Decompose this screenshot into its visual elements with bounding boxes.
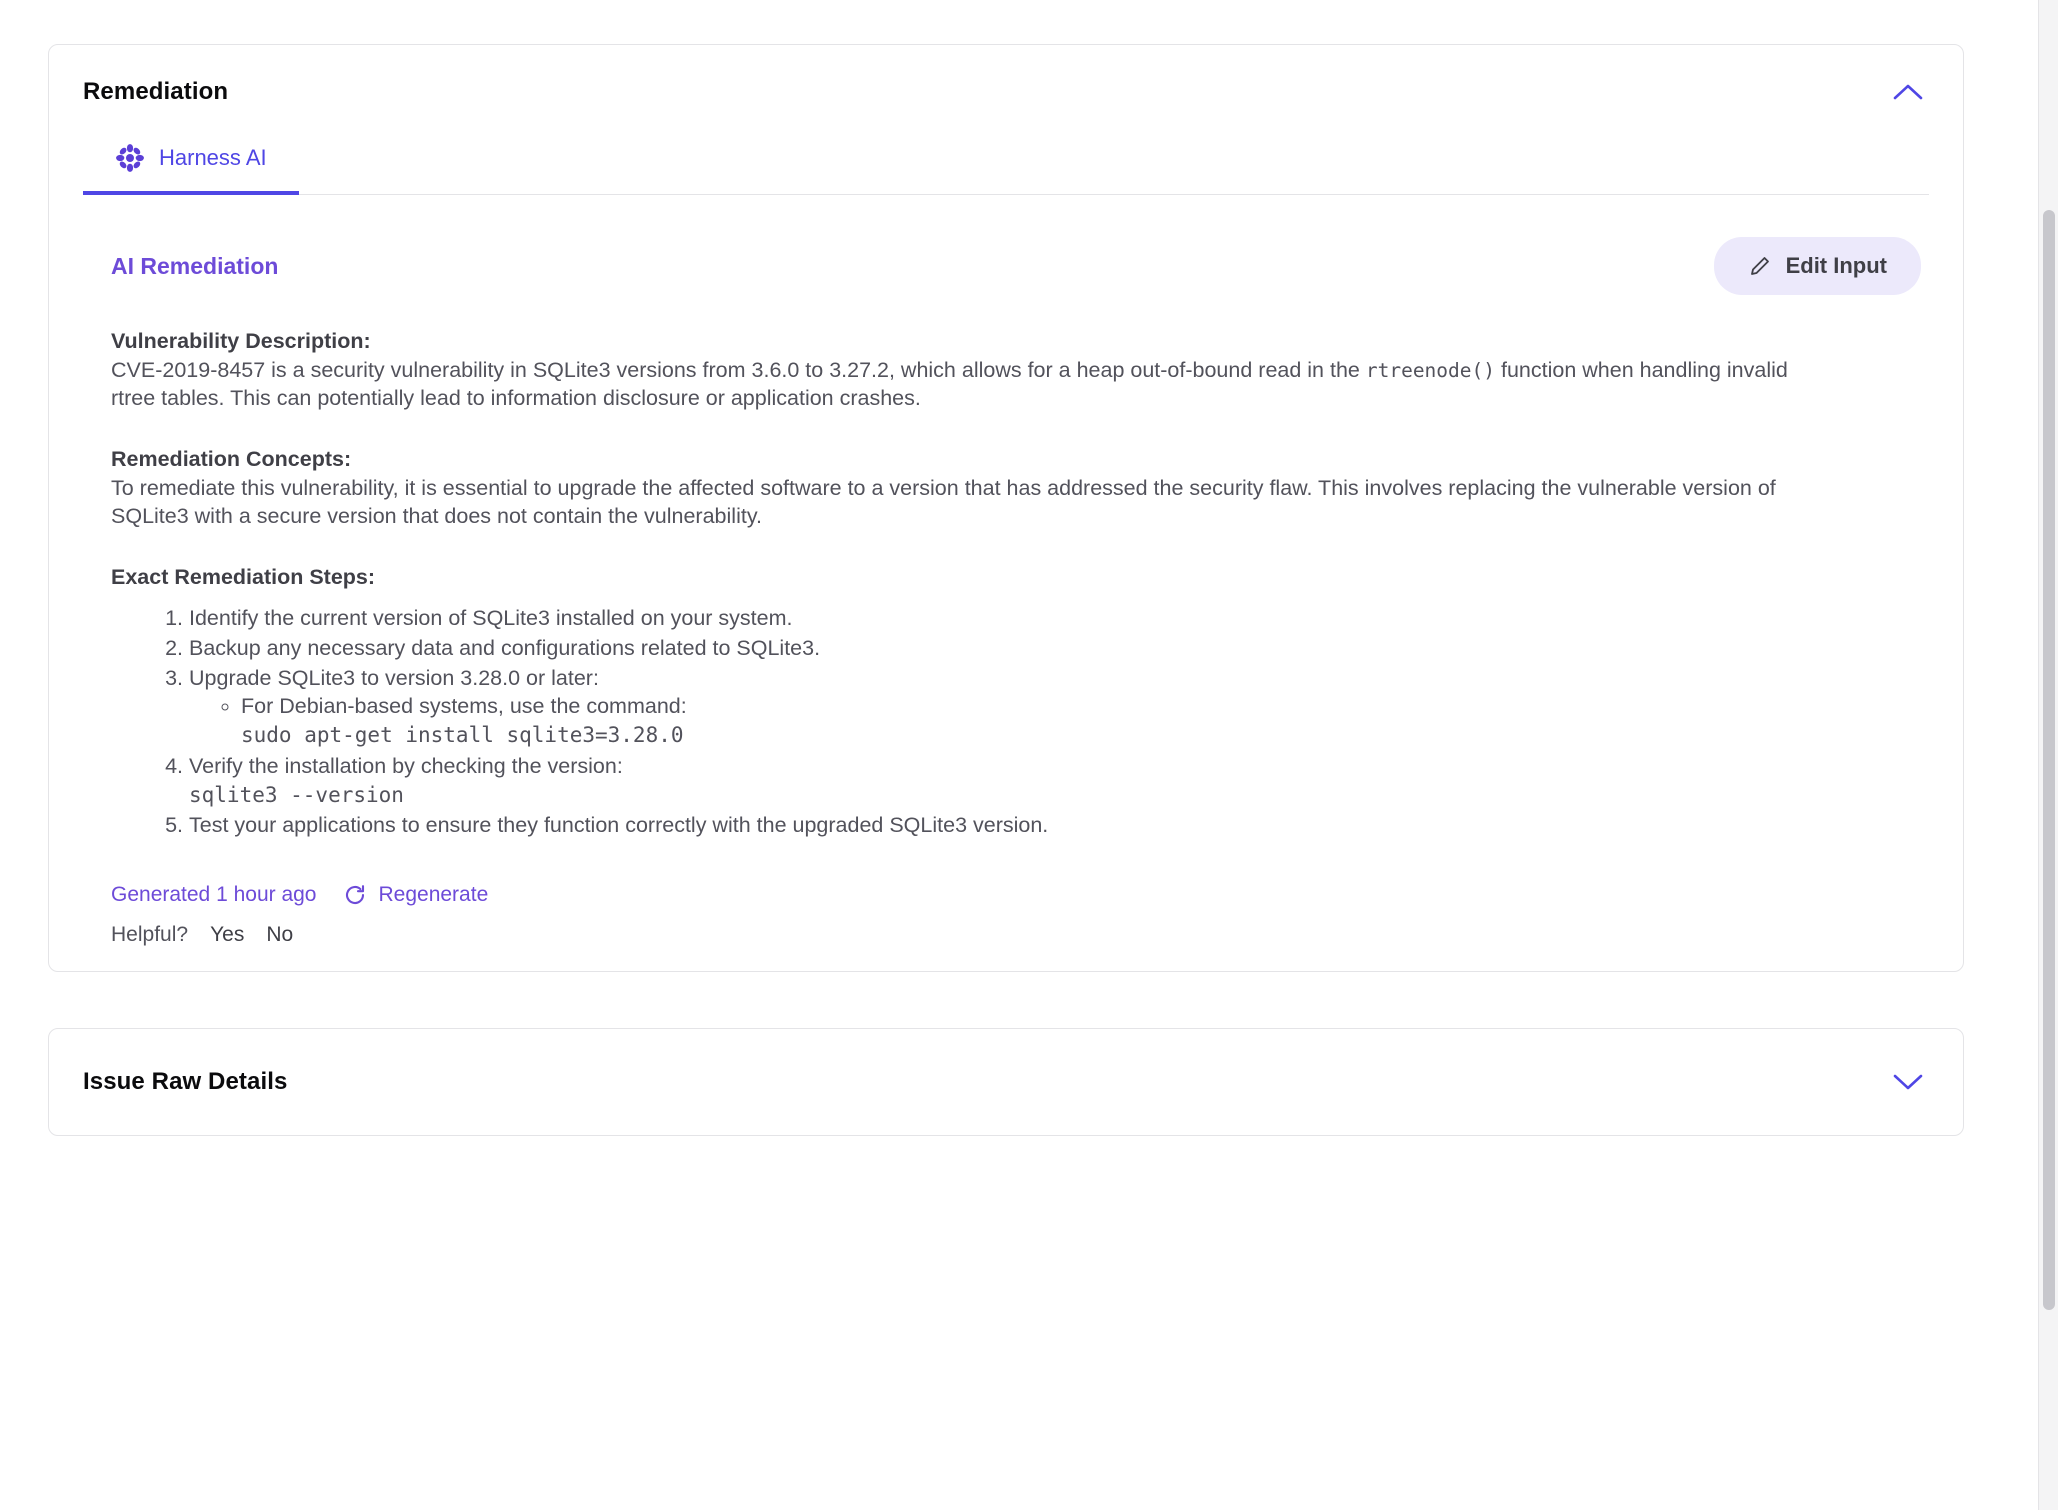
scrollbar-thumb[interactable] <box>2043 210 2055 1310</box>
step-text: Backup any necessary data and configurations related to SQLite3. <box>189 635 821 660</box>
remediation-concepts-title: Remediation Concepts: <box>111 446 352 471</box>
ai-remediation-header-row <box>111 237 1921 295</box>
chevron-up-icon[interactable] <box>1891 75 1925 109</box>
list-item <box>189 811 1921 839</box>
substep-command: sudo apt-get install sqlite3=3.28.0 <box>241 723 684 748</box>
vulnerability-description-title: Vulnerability Description: <box>111 329 371 353</box>
remediation-concepts-section <box>111 447 1921 531</box>
page-title: Remediation <box>83 78 229 105</box>
list-item <box>189 604 1921 632</box>
remediation-substeps-list <box>189 692 1921 750</box>
exact-remediation-steps-title: Exact Remediation Steps: <box>111 564 376 589</box>
regenerate-label: Regenerate <box>378 883 489 907</box>
remediation-tabs <box>83 133 1929 195</box>
step-command: sqlite3 --version <box>189 782 404 807</box>
issue-raw-details-header <box>49 1029 1963 1135</box>
substep-text: For Debian-based systems, use the command: <box>241 693 687 718</box>
page-scrollbar[interactable] <box>2038 0 2058 1510</box>
remediation-card <box>48 44 1964 972</box>
step-text: Upgrade SQLite3 to version 3.28.0 or later: <box>189 665 599 690</box>
issue-raw-details-title: Issue Raw Details <box>83 1068 288 1096</box>
edit-input-label: Edit Input <box>1785 253 1887 278</box>
list-item <box>189 752 1921 810</box>
ai-remediation-heading: AI Remediation <box>111 252 279 279</box>
refresh-icon <box>343 883 367 907</box>
generation-footer <box>111 883 1921 907</box>
regenerate-button[interactable] <box>343 883 489 907</box>
ai-remediation-body <box>49 195 1963 971</box>
list-item <box>189 664 1921 750</box>
vulnerability-description-text <box>111 356 1811 413</box>
pencil-icon <box>1748 254 1772 278</box>
list-item <box>189 634 1921 662</box>
edit-input-button[interactable] <box>1714 237 1921 295</box>
list-item <box>241 692 1921 750</box>
step-text: Test your applications to ensure they function correctly with the upgraded SQLite3 version. <box>189 813 1049 838</box>
helpful-no-button[interactable]: No <box>266 923 294 947</box>
step-text: Identify the current version of SQLite3 installed on your system. <box>189 605 793 630</box>
generated-timestamp: Generated 1 hour ago <box>111 883 317 907</box>
helpful-label: Helpful? <box>111 923 189 947</box>
issue-raw-details-card[interactable] <box>48 1028 1964 1136</box>
chevron-down-icon[interactable] <box>1891 1065 1925 1099</box>
step-text: Verify the installation by checking the version: <box>189 753 623 778</box>
harness-ai-icon <box>115 143 145 173</box>
remediation-steps-list <box>111 604 1921 840</box>
remediation-concepts-text: To remediate this vulnerability, it is essential to upgrade the affected software to a version that has addressed the security flaw. This involves replacing the vulnerable version of SQLite3 with a secure version that does not contain the vulnerability. <box>111 475 1776 529</box>
exact-remediation-steps-section <box>111 565 1921 840</box>
vulnerability-description-section <box>111 329 1921 413</box>
vuln-text-part-2: function when handling invalid rtree tables. This can potentially lead to information disclosure or application crashes. <box>111 358 1788 411</box>
tab-harness-ai[interactable] <box>83 133 299 195</box>
vuln-code-fragment: rtreenode() <box>1365 359 1495 382</box>
helpful-yes-button[interactable]: Yes <box>210 923 245 947</box>
tab-label: Harness AI <box>159 145 267 170</box>
vuln-text-part-1: CVE-2019-8457 is a security vulnerability in SQLite3 versions from 3.6.0 to 3.27.2, which allows for a heap out-of-bound read in the <box>111 358 1366 382</box>
remediation-card-header <box>49 45 1963 109</box>
helpful-feedback-row <box>111 923 1921 947</box>
